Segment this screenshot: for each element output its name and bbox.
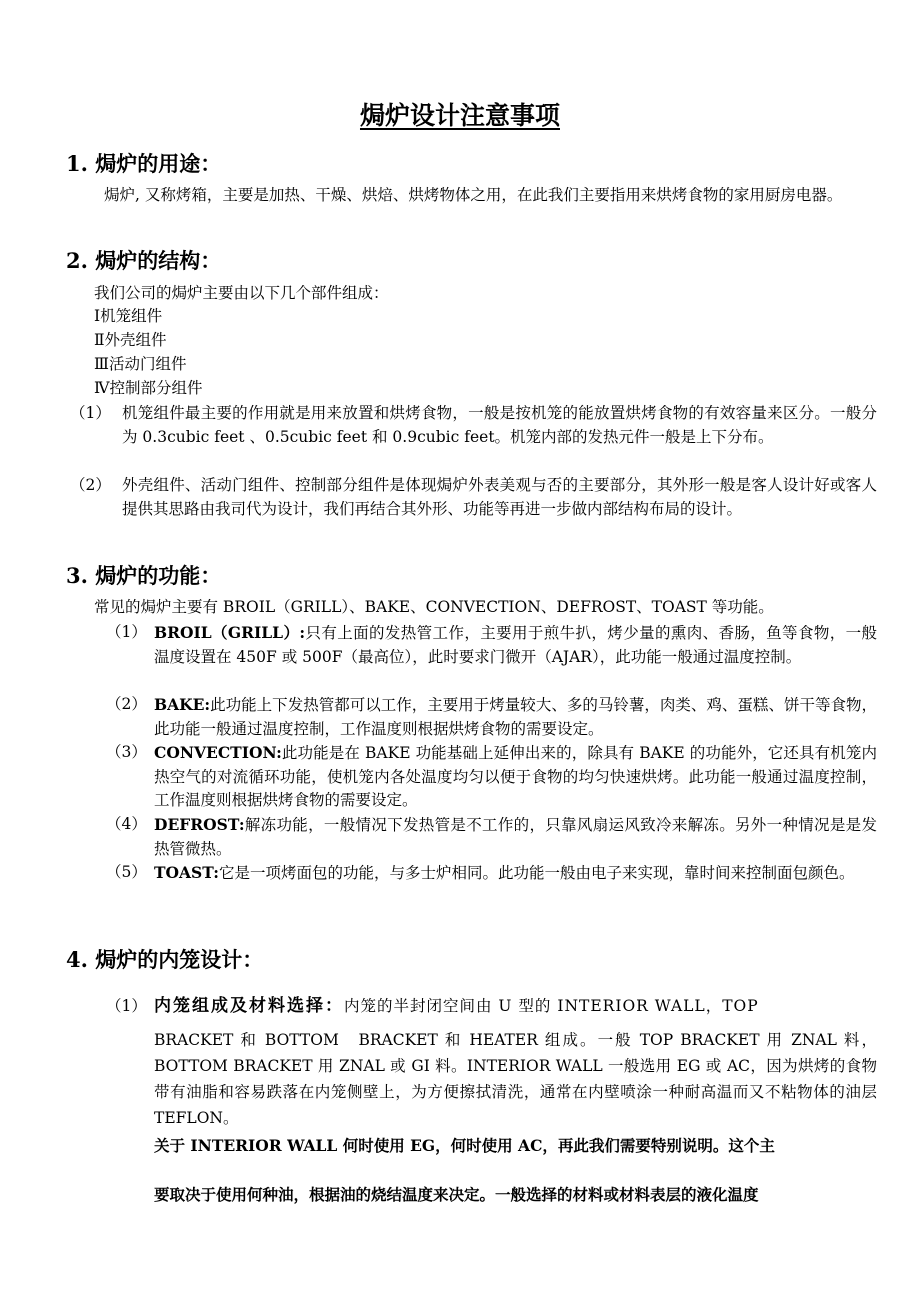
function-item-3 xyxy=(154,741,877,813)
section-2-heading: 2. 焗炉的结构： xyxy=(66,248,222,273)
function-item-2-number: （2） xyxy=(106,695,147,713)
section-4-heading: 4. 焗炉的内笼设计： xyxy=(66,947,264,972)
function-item-1-label: BROIL（GRILL）: xyxy=(154,623,306,642)
function-item-2-text: 此功能上下发热管都可以工作，主要用于烤量较大、多的马铃薯，肉类、鸡、蛋糕、饼干等食物，此功能一般通过温度控制，工作温度则根据烘烤食物的需要设定。 xyxy=(154,696,877,738)
part-item-1: Ⅰ机笼组件 xyxy=(94,307,163,325)
structure-item-2-text: 外壳组件、活动门组件、控制部分组件是体现焗炉外表美观与否的主要部分，其外形一般是客人设计好或客人提供其思路由我司代为设计，我们再结合其外形、功能等再进一步做内部结构布局的设计。 xyxy=(122,476,877,518)
function-item-3-number: （3） xyxy=(106,743,147,761)
function-item-4-text: 解冻功能，一般情况下发热管是不工作的，只靠风扇运风致冷来解冻。另外一种情况是是发热管微热。 xyxy=(154,816,877,858)
document-title xyxy=(0,96,920,132)
function-item-1-number: （1） xyxy=(106,623,147,641)
function-item-2-label: BAKE: xyxy=(154,695,211,714)
section-1-body xyxy=(104,184,877,208)
section-3-heading: 3. 焗炉的功能： xyxy=(66,563,222,588)
section-1-body-text: 焗炉, 又称烤箱，主要是加热、干燥、烘焙、烘烤物体之用，在此我们主要指用来烘烤食物的家用厨房电器。 xyxy=(104,186,843,204)
section-2-intro: 我们公司的焗炉主要由以下几个部件组成： xyxy=(94,284,389,302)
part-item-3: Ⅲ活动门组件 xyxy=(94,355,187,373)
section-1-heading: 1. 焗炉的用途： xyxy=(66,151,222,176)
function-item-3-text: 此功能是在 BAKE 功能基础上延伸出来的，除具有 BAKE 的功能外，它还具有机笼内热空气的对流循环功能，使机笼内各处温度均匀以便于食物的均匀快速烘烤。此功能一般通过温度控制，工作温度则根据烘烤食物的需要设定。 xyxy=(154,744,877,809)
cage-item-1-number: （1） xyxy=(106,997,147,1015)
title-text: 焗炉设计注意事项 xyxy=(359,101,560,130)
cage-item-1-line1: 内笼的半封闭空间由 U 型的 INTERIOR WALL，TOP xyxy=(344,997,759,1015)
function-item-5-label: TOAST: xyxy=(154,863,219,882)
function-item-3-label: CONVECTION: xyxy=(154,743,282,762)
function-item-4 xyxy=(154,813,877,861)
structure-item-1-text: 机笼组件最主要的作用就是用来放置和烘烤食物，一般是按机笼的能放置烘烤食物的有效容量来区分。一般分为 0.3cubic feet 、0.5cubic feet 和 0.9cubic feet。机笼内部的发热元件一般是上下分布。 xyxy=(122,404,877,446)
cage-item-1-first-line xyxy=(154,994,877,1018)
note-line-2: 要取决于使用何种油，根据油的烧结温度来决定。一般选择的材料或材料表层的液化温度 xyxy=(154,1185,759,1204)
function-item-2 xyxy=(154,693,877,741)
part-item-4: Ⅳ控制部分组件 xyxy=(94,379,203,397)
function-item-5-number: （5） xyxy=(106,863,147,881)
structure-item-2-number: （2） xyxy=(70,476,111,494)
function-item-4-number: （4） xyxy=(106,815,147,833)
note-line-1: 关于 INTERIOR WALL 何时使用 EG，何时使用 AC，再此我们需要特别说明。这个主 xyxy=(154,1136,775,1155)
function-item-1 xyxy=(154,621,877,669)
function-item-1-text: 只有上面的发热管工作，主要用于煎牛扒，烤少量的熏肉、香肠，鱼等食物，一般温度设置在 450F 或 500F（最高位），此时要求门微开（AJAR），此功能一般通过温度控制。 xyxy=(154,624,877,666)
function-item-5-text: 它是一项烤面包的功能，与多士炉相同。此功能一般由电子来实现，靠时间来控制面包颜色。 xyxy=(218,864,855,882)
structure-item-1-number: （1） xyxy=(70,404,111,422)
cage-item-1-label: 内笼组成及材料选择： xyxy=(154,996,344,1016)
function-item-4-label: DEFROST: xyxy=(154,815,245,834)
function-item-5 xyxy=(154,861,877,886)
section-3-intro: 常见的焗炉主要有 BROIL（GRILL）、BAKE、CONVECTION、DEFROST、TOAST 等功能。 xyxy=(94,598,774,616)
cage-item-1-body: BRACKET 和 BOTTOM BRACKET 和 HEATER 组成。一般 TOP BRACKET 用 ZNAL 料，BOTTOM BRACKET 用 ZNAL 或 GI 料。INTERIOR WALL 一般选用 EG 或 AC，因为烘烤的食物带有油脂和容易跌落在内笼侧壁上，为方便擦拭清洗，通常在内壁喷涂一种耐高温而又不粘物体的油层 TEFLON。 xyxy=(154,1031,877,1127)
part-item-2: Ⅱ外壳组件 xyxy=(94,331,167,349)
